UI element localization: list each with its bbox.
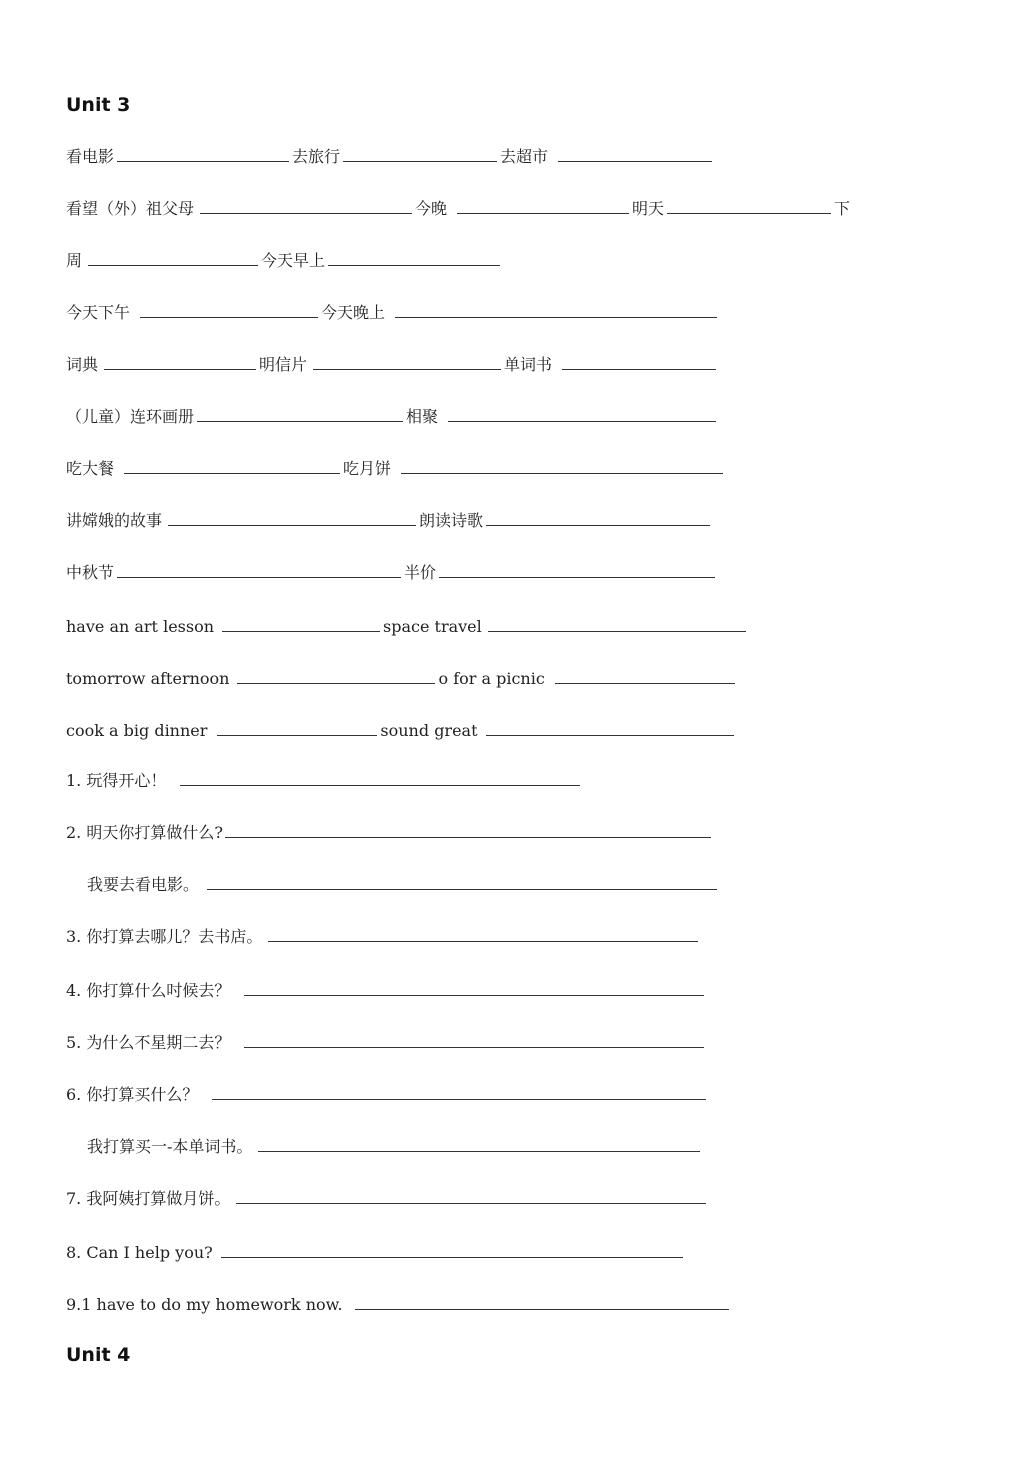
answer-blank[interactable] (555, 669, 735, 684)
prompt-text: sound great (380, 721, 478, 740)
answer-blank[interactable] (562, 355, 716, 370)
prompt-text: （儿童）连环画册 (66, 407, 195, 426)
answer-blank[interactable] (222, 617, 380, 632)
answer-blank[interactable] (457, 199, 629, 214)
answer-blank[interactable] (258, 1137, 700, 1152)
answer-blank[interactable] (88, 251, 258, 266)
answer-blank[interactable] (200, 199, 412, 214)
answer-blank[interactable] (328, 251, 500, 266)
unit-4-heading: Unit 4 (66, 1344, 131, 1366)
answer-blank[interactable] (117, 563, 401, 578)
answer-blank[interactable] (140, 303, 318, 318)
answer-blank[interactable] (343, 147, 497, 162)
prompt-text: 1. 玩得开心！ (66, 771, 167, 790)
answer-blank[interactable] (395, 303, 717, 318)
sentence-line-4 (66, 980, 707, 1002)
vocab-line-2 (66, 198, 850, 220)
prompt-text: 今天下午 (66, 303, 131, 322)
phrase-line-3 (66, 720, 737, 742)
answer-blank[interactable] (448, 407, 716, 422)
prompt-text: 8. Can I help you? (66, 1243, 213, 1262)
prompt-text: tomorrow afternoon (66, 669, 230, 688)
unit-3-heading: Unit 3 (66, 94, 131, 116)
answer-blank[interactable] (558, 147, 712, 162)
vocab-line-9 (66, 562, 718, 584)
vocab-line-6 (66, 406, 719, 428)
sentence-line-7 (66, 1188, 709, 1210)
answer-blank[interactable] (212, 1085, 706, 1100)
answer-blank[interactable] (237, 669, 435, 684)
prompt-text: 看电影 (66, 147, 115, 166)
answer-blank[interactable] (207, 875, 717, 890)
prompt-text: 3. 你打算去哪儿？去书店。 (66, 927, 263, 946)
answer-blank[interactable] (355, 1295, 729, 1310)
answer-blank[interactable] (486, 511, 710, 526)
answer-blank[interactable] (168, 511, 416, 526)
prompt-text: 周 (66, 251, 83, 270)
prompt-text: 词典 (66, 355, 99, 374)
prompt-text: space travel (383, 617, 482, 636)
vocab-line-5 (66, 354, 719, 376)
prompt-text: 今天早上 (261, 251, 326, 270)
prompt-text: 去超市 (500, 147, 549, 166)
prompt-text: 我要去看电影。 (87, 875, 200, 894)
prompt-text: 6. 你打算买什么？ (66, 1085, 199, 1104)
answer-blank[interactable] (667, 199, 831, 214)
prompt-text: 2. 明天你打算做什么? (66, 823, 223, 842)
sentence-line-3 (66, 926, 701, 948)
answer-blank[interactable] (197, 407, 403, 422)
prompt-text: 吃月饼 (343, 459, 392, 478)
sentence-line-9 (66, 1294, 732, 1316)
answer-blank[interactable] (268, 927, 698, 942)
sentence-line-1 (66, 770, 583, 792)
sentence-line-2 (66, 822, 714, 844)
prompt-text: 下 (834, 199, 851, 218)
answer-blank[interactable] (124, 459, 340, 474)
prompt-text: 中秋节 (66, 563, 115, 582)
prompt-text: 讲嫦娥的故事 (66, 511, 163, 530)
answer-blank[interactable] (244, 981, 704, 996)
answer-blank[interactable] (236, 1189, 706, 1204)
sentence-line-2b (87, 874, 720, 896)
prompt-text: 我打算买一-本单词书。 (87, 1137, 253, 1156)
prompt-text: 今天晚上 (321, 303, 386, 322)
phrase-line-1 (66, 616, 749, 638)
answer-blank[interactable] (221, 1243, 683, 1258)
prompt-text: have an art lesson (66, 617, 215, 636)
vocab-line-4 (66, 302, 720, 324)
prompt-text: 相聚 (406, 407, 439, 426)
answer-blank[interactable] (488, 617, 746, 632)
answer-blank[interactable] (225, 823, 711, 838)
answer-blank[interactable] (104, 355, 256, 370)
prompt-text: 今晚 (415, 199, 448, 218)
answer-blank[interactable] (117, 147, 289, 162)
prompt-text: 明天 (632, 199, 665, 218)
vocab-line-1 (66, 146, 715, 168)
sentence-line-6b (87, 1136, 703, 1158)
answer-blank[interactable] (439, 563, 715, 578)
phrase-line-2 (66, 668, 738, 690)
prompt-text: o for a picnic (438, 669, 545, 688)
answer-blank[interactable] (401, 459, 723, 474)
prompt-text: 9.1 have to do my homework now. (66, 1295, 343, 1314)
answer-blank[interactable] (217, 721, 377, 736)
prompt-text: 明信片 (259, 355, 308, 374)
prompt-text: cook a big dinner (66, 721, 208, 740)
prompt-text: 半价 (404, 563, 437, 582)
vocab-line-3 (66, 250, 503, 272)
prompt-text: 去旅行 (292, 147, 341, 166)
vocab-line-7 (66, 458, 726, 480)
sentence-line-8 (66, 1242, 686, 1264)
prompt-text: 4. 你打算什么吋候去？ (66, 981, 231, 1000)
prompt-text: 7. 我阿姨打算做月饼。 (66, 1189, 231, 1208)
answer-blank[interactable] (486, 721, 734, 736)
prompt-text: 单词书 (504, 355, 553, 374)
answer-blank[interactable] (313, 355, 501, 370)
prompt-text: 朗读诗歌 (419, 511, 484, 530)
sentence-line-5 (66, 1032, 707, 1054)
prompt-text: 看望（外）祖父母 (66, 199, 195, 218)
vocab-line-8 (66, 510, 713, 532)
prompt-text: 吃大餐 (66, 459, 115, 478)
answer-blank[interactable] (244, 1033, 704, 1048)
prompt-text: 5. 为什么不星期二去？ (66, 1033, 231, 1052)
sentence-line-6 (66, 1084, 709, 1106)
answer-blank[interactable] (180, 771, 580, 786)
